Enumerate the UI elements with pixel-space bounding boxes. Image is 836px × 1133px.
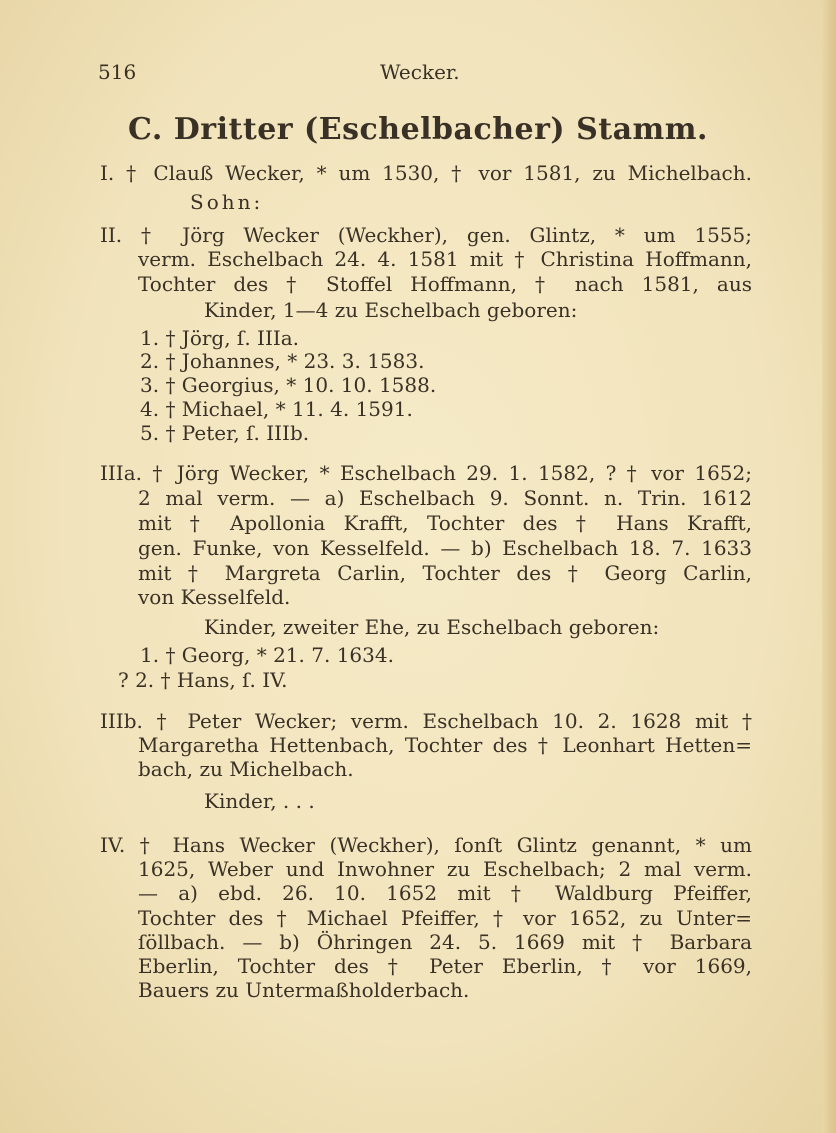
running-title: Wecker. (380, 60, 460, 84)
entry-II-line: verm. Eschelbach 24. 4. 1581 mit † Christina Hoffmann, (138, 247, 752, 271)
child-item: 5. † Peter, ſ. IIIb. (140, 421, 310, 445)
child-item: 4. † Michael, * 11. 4. 1591. (140, 397, 413, 421)
entry-II-line: Tochter des † Stoffel Hoffmann, † nach 1581, aus (138, 272, 752, 296)
entry-IIIa-line: mit † Margreta Carlin, Tochter des † Georg Carlin, (138, 561, 752, 585)
entry-II-line: II. † Jörg Wecker (Weckher), gen. Glintz, * um 1555; (100, 223, 752, 247)
entry-IV-line: ſöllbach. — b) Öhringen 24. 5. 1669 mit † Barbara (138, 930, 752, 954)
children-heading: Kinder, 1—4 zu Eschelbach geboren: (204, 298, 578, 322)
children-heading: Kinder, zweiter Ehe, zu Eschelbach geboren: (204, 615, 660, 639)
child-item: 1. † Jörg, ſ. IIIa. (140, 326, 300, 350)
entry-IIIa-line: von Kesselfeld. (138, 585, 291, 609)
entry-IIIa-line: mit † Apollonia Krafft, Tochter des † Hans Krafft, (138, 511, 752, 535)
entry-IV-line: Bauers zu Untermaßholderbach. (138, 978, 470, 1002)
child-item: ? 2. † Hans, ſ. IV. (118, 668, 288, 692)
section-title: C. Dritter (Eschelbacher) Stamm. (128, 112, 708, 147)
subheading-sohn: Sohn: (190, 190, 264, 214)
page-edge (822, 0, 836, 1133)
child-item: 3. † Georgius, * 10. 10. 1588. (140, 373, 437, 397)
entry-IIIb-line: IIIb. † Peter Wecker; verm. Eschelbach 10. 2. 1628 mit † (100, 709, 752, 733)
entry-IV-line: Eberlin, Tochter des † Peter Eberlin, † vor 1669, (138, 954, 752, 978)
entry-IIIa-line: gen. Funke, von Kesselfeld. — b) Eschelbach 18. 7. 1633 (138, 536, 752, 560)
child-item: 2. † Johannes, * 23. 3. 1583. (140, 349, 425, 373)
entry-IIIa-line: IIIa. † Jörg Wecker, * Eschelbach 29. 1. 1582, ? † vor 1652; (100, 461, 752, 485)
entry-IIIb-line: bach, zu Michelbach. (138, 757, 354, 781)
entry-IV-line: IV. † Hans Wecker (Weckher), ſonſt Glintz genannt, * um (100, 833, 752, 857)
entry-IIIa-line: 2 mal verm. — a) Eschelbach 9. Sonnt. n. Trin. 1612 (138, 486, 752, 510)
entry-IV-line: — a) ebd. 26. 10. 1652 mit † Waldburg Pfeiffer, (138, 881, 752, 905)
entry-IV-line: Tochter des † Michael Pfeiffer, † vor 1652, zu Unter= (138, 906, 752, 930)
children-heading: Kinder, . . . (204, 789, 315, 813)
child-item: 1. † Georg, * 21. 7. 1634. (140, 643, 394, 667)
entry-IIIb-line: Margaretha Hettenbach, Tochter des † Leonhart Hetten= (138, 733, 752, 757)
entry-IV-line: 1625, Weber und Inwohner zu Eschelbach; 2 mal verm. (138, 857, 752, 881)
page-number: 516 (98, 60, 137, 84)
entry-I-line: I. † Clauß Wecker, * um 1530, † vor 1581, zu Michelbach. (100, 161, 752, 185)
